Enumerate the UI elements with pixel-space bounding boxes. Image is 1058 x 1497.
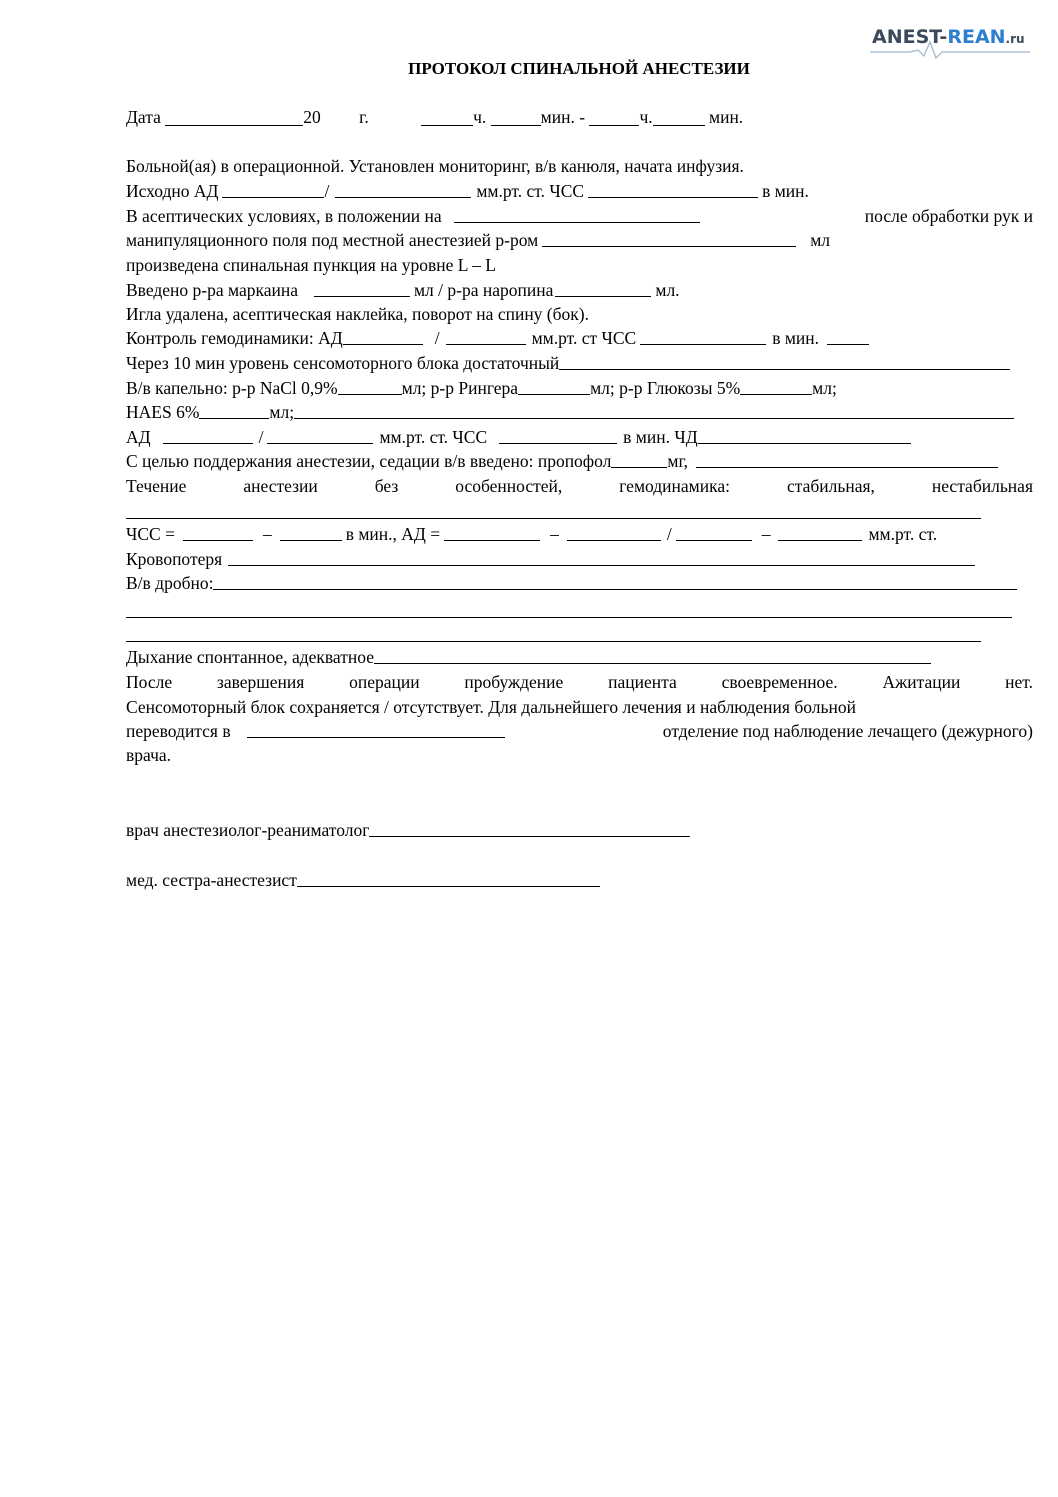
transfer-label: переводится в bbox=[126, 721, 231, 741]
signature-nurse bbox=[126, 870, 600, 891]
dash: – bbox=[262, 524, 272, 544]
line-transfer bbox=[126, 721, 1033, 742]
hr-eq-label: ЧСС = bbox=[126, 524, 175, 544]
minute-start-field[interactable] bbox=[491, 110, 541, 126]
haes-extra-field[interactable] bbox=[294, 403, 1014, 419]
initial-bp-sys-field[interactable] bbox=[222, 182, 324, 198]
bp-dia-max-field[interactable] bbox=[778, 525, 862, 541]
marcaine-field[interactable] bbox=[314, 281, 410, 297]
bp-sys-min-field[interactable] bbox=[444, 525, 540, 541]
haes-field[interactable] bbox=[199, 403, 269, 419]
year-suffix: г. bbox=[359, 107, 369, 127]
bp-sys-max-field[interactable] bbox=[567, 525, 661, 541]
local-anesthetic-field[interactable] bbox=[542, 231, 796, 247]
bp-eq-label: в мин., АД = bbox=[345, 524, 441, 544]
bp-label: АД bbox=[126, 427, 151, 447]
after-op-word: операции bbox=[349, 672, 420, 692]
date-line bbox=[126, 107, 1033, 128]
hr-max-field[interactable] bbox=[280, 525, 342, 541]
after-op-word: После bbox=[126, 672, 173, 692]
anesthesiologist-signature-field[interactable] bbox=[369, 821, 690, 837]
control-bp-dia-field[interactable] bbox=[446, 329, 526, 345]
line-hemodynamics-control bbox=[126, 328, 980, 349]
line-blood-loss bbox=[126, 549, 975, 570]
sedation-extra-field[interactable] bbox=[696, 452, 998, 468]
local-anesthesia-label: манипуляционного поля под местной анестезией р-ром bbox=[126, 230, 539, 250]
document-title: ПРОТОКОЛ СПИНАЛЬНОЙ АНЕСТЕЗИИ bbox=[408, 59, 750, 78]
line-sensomotor-status: Сенсомоторный блок сохраняется / отсутствует. Для дальнейшего лечения и наблюдения больной bbox=[126, 697, 856, 717]
line-position bbox=[126, 206, 1033, 227]
hemodynamics-bp-label: Контроль гемодинамики: АД bbox=[126, 328, 343, 348]
course-word: нестабильная bbox=[931, 476, 1033, 496]
bp-dia-min-field[interactable] bbox=[676, 525, 752, 541]
hour-end-field[interactable] bbox=[589, 110, 639, 126]
line-anesthesia-course bbox=[126, 476, 1033, 497]
line-initial-bp bbox=[126, 181, 906, 202]
initial-hr-field[interactable] bbox=[588, 182, 758, 198]
after-op-word: пациента bbox=[608, 672, 677, 692]
iv-fractional-field[interactable] bbox=[213, 574, 1017, 590]
minute-start-label: мин. - bbox=[540, 107, 586, 127]
bp-sys-field[interactable] bbox=[163, 428, 253, 444]
nacl-label: В/в капельно: р-р NaCl 0,9% bbox=[126, 378, 338, 398]
hr-min-field[interactable] bbox=[183, 525, 253, 541]
control-bp-sys-field[interactable] bbox=[343, 329, 423, 345]
sedation-label: С целью поддержания анестезии, седации в/в введено: пропофол bbox=[126, 451, 612, 471]
glucose-label: мл; р-р Глюкозы 5% bbox=[590, 378, 741, 398]
slash: / bbox=[258, 427, 264, 447]
ringer-field[interactable] bbox=[518, 379, 590, 395]
iv-fractional-label: В/в дробно: bbox=[126, 573, 214, 593]
control-extra-field[interactable] bbox=[827, 329, 869, 345]
slash: / bbox=[666, 524, 672, 544]
sensomotor-block-label: Через 10 мин уровень сенсомоторного блока достаточный bbox=[126, 353, 560, 373]
after-op-word: своевременное. bbox=[721, 672, 838, 692]
initial-bp-dia-field[interactable] bbox=[335, 182, 471, 198]
line-haes bbox=[126, 402, 1014, 423]
after-op-word: Ажитации bbox=[882, 672, 961, 692]
year-label: 20 bbox=[303, 107, 321, 127]
bp-dia-field[interactable] bbox=[267, 428, 373, 444]
minute-end-field[interactable] bbox=[653, 110, 705, 126]
line-breathing bbox=[126, 647, 931, 668]
course-word: анестезии bbox=[243, 476, 318, 496]
ml-label: мл; bbox=[812, 378, 837, 398]
nurse-label: мед. сестра-анестезист bbox=[126, 870, 297, 890]
date-label: Дата bbox=[126, 107, 161, 127]
logo-part-2: REAN bbox=[947, 26, 1006, 48]
ml-label: мл bbox=[810, 230, 831, 250]
line-needle-removed: Игла удалена, асептическая наклейка, поворот на спину (бок). bbox=[126, 304, 589, 324]
minute-end-label: мин. bbox=[709, 107, 744, 127]
after-op-word: нет. bbox=[1005, 672, 1033, 692]
hour-start-field[interactable] bbox=[421, 110, 473, 126]
course-word: Течение bbox=[126, 476, 187, 496]
blood-loss-field[interactable] bbox=[228, 550, 975, 566]
hr-label: мм.рт. ст ЧСС bbox=[531, 328, 637, 348]
hr-label: мм.рт. ст. ЧСС bbox=[379, 427, 488, 447]
line-patient-in-or: Больной(ая) в операционной. Установлен мониторинг, в/в канюля, начата инфузия. bbox=[126, 156, 744, 176]
logo-part-3: .ru bbox=[1005, 32, 1025, 46]
blank-line-1[interactable] bbox=[126, 617, 1012, 618]
course-extra-line[interactable] bbox=[126, 518, 981, 519]
after-op-word: завершения bbox=[216, 672, 305, 692]
slash: / bbox=[434, 328, 440, 348]
department-field[interactable] bbox=[247, 722, 505, 738]
breathing-field[interactable] bbox=[374, 648, 931, 664]
marcaine-label: Введено р-ра маркаина bbox=[126, 280, 298, 300]
line-iv-drip bbox=[126, 378, 960, 399]
mmhg-label: мм.рт. ст. bbox=[868, 524, 938, 544]
ringer-label: мл; р-р Рингера bbox=[401, 378, 519, 398]
line-after-operation bbox=[126, 672, 1033, 693]
dash: – bbox=[761, 524, 771, 544]
position-label: В асептических условиях, в положении на bbox=[126, 206, 442, 226]
line-iv-fractional bbox=[126, 573, 1017, 594]
after-op-word: пробуждение bbox=[464, 672, 564, 692]
per-min-label: в мин. bbox=[762, 181, 809, 201]
line-puncture-level: произведена спинальная пункция на уровне L – L bbox=[126, 255, 496, 275]
transfer-suffix-label: отделение под наблюдение лечащего (дежурного) bbox=[662, 721, 1033, 741]
sensomotor-block-field[interactable] bbox=[559, 354, 1010, 370]
per-min-label: в мин. bbox=[772, 328, 820, 348]
haes-label: HAES 6% bbox=[126, 402, 200, 422]
hour-end-label: ч. bbox=[639, 107, 653, 127]
mg-label: мг, bbox=[667, 451, 689, 471]
line-doctor: врача. bbox=[126, 745, 172, 765]
initial-bp-label: Исходно АД bbox=[126, 181, 219, 201]
slash: / bbox=[324, 181, 330, 201]
nurse-signature-field[interactable] bbox=[297, 871, 600, 887]
rr-label: в мин. ЧД bbox=[623, 427, 698, 447]
site-logo bbox=[872, 26, 1025, 48]
course-word: гемодинамика: bbox=[619, 476, 730, 496]
hour-start-label: ч. bbox=[473, 107, 487, 127]
breathing-label: Дыхание спонтанное, адекватное bbox=[126, 647, 374, 667]
line-local-anesthesia bbox=[126, 230, 936, 251]
blank-line-2[interactable] bbox=[126, 641, 981, 642]
signature-anesthesiologist bbox=[126, 820, 690, 841]
glucose-field[interactable] bbox=[740, 379, 812, 395]
propofol-field[interactable] bbox=[611, 452, 667, 468]
nacl-field[interactable] bbox=[338, 379, 402, 395]
logo-part-1: ANEST- bbox=[872, 26, 948, 48]
naropin-field[interactable] bbox=[555, 281, 651, 297]
course-word: особенностей, bbox=[455, 476, 563, 496]
course-word: стабильная, bbox=[786, 476, 875, 496]
blood-loss-label: Кровопотеря bbox=[126, 549, 223, 569]
control-hr-field[interactable] bbox=[640, 329, 766, 345]
line-drugs-injected bbox=[126, 280, 786, 301]
line-sensomotor-block bbox=[126, 353, 1010, 374]
line-hr-bp-range bbox=[126, 524, 992, 545]
hr-field[interactable] bbox=[499, 428, 617, 444]
ml-label: мл. bbox=[655, 280, 680, 300]
anesthesiologist-label: врач анестезиолог-реаниматолог bbox=[126, 820, 370, 840]
date-field[interactable] bbox=[165, 110, 303, 126]
dash: – bbox=[550, 524, 559, 544]
line-sedation bbox=[126, 451, 998, 472]
position-field[interactable] bbox=[454, 207, 700, 223]
hr-label: мм.рт. ст. ЧСС bbox=[476, 181, 585, 201]
rr-field[interactable] bbox=[698, 428, 911, 444]
ml-label: мл; bbox=[269, 402, 295, 422]
line-bp-hr-rr bbox=[126, 427, 911, 448]
after-treatment-label: после обработки рук и bbox=[864, 206, 1033, 226]
naropin-label: мл / р-ра наропина bbox=[413, 280, 554, 300]
course-word: без bbox=[374, 476, 399, 496]
